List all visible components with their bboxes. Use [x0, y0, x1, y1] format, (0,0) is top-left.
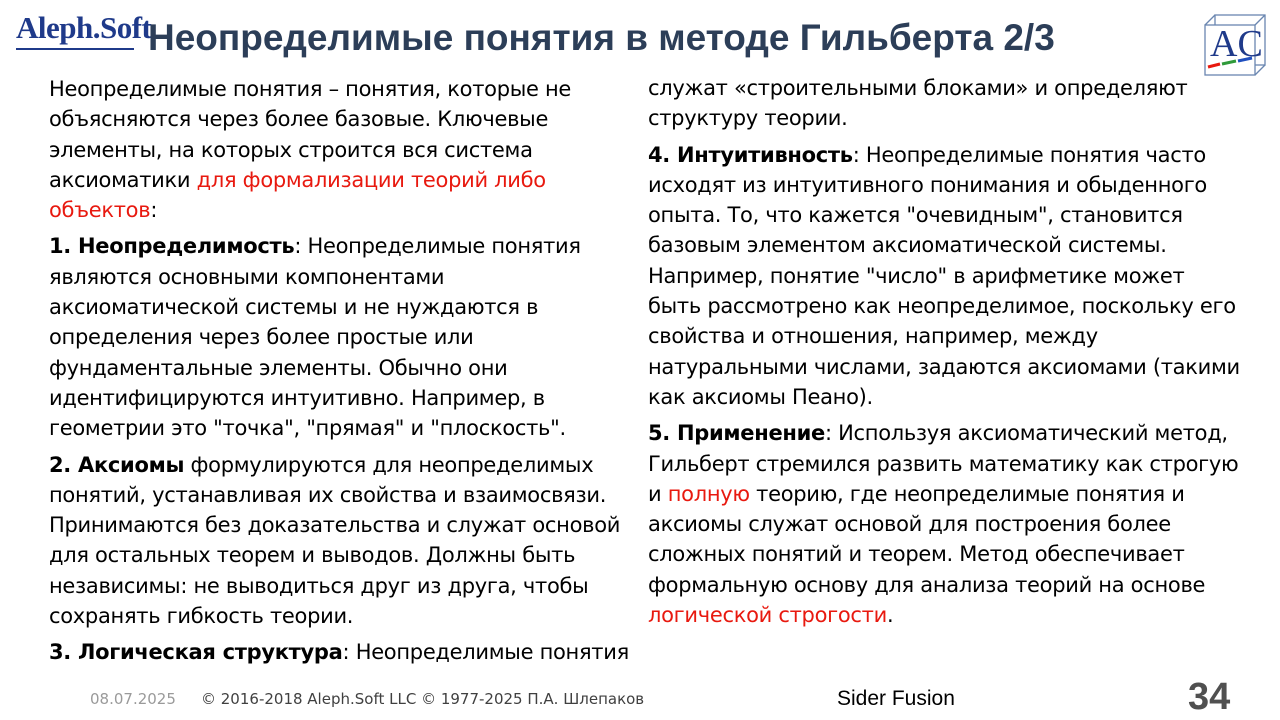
- point-5-highlight-1: полную: [667, 481, 750, 506]
- corner-logo-icon: [1202, 12, 1268, 78]
- point-4: [648, 140, 1240, 413]
- page-number: 34: [1188, 676, 1231, 718]
- right-column: [648, 73, 1240, 636]
- point-5-text-b: теорию, где неопределимые понятия и аксиомы служат основой для построения более сложных понятий и теорем. Метод обеспечивает формальную основу для анализа теорий на основе: [648, 481, 1206, 597]
- footer-copyright: © 2016-2018 Aleph.Soft LLC © 1977-2025 П.А. Шлепаков: [201, 690, 645, 708]
- point-4-heading: 4. Интуитивность: [648, 142, 853, 167]
- point-5-highlight-2: логической строгости: [648, 603, 887, 628]
- footer-brand: Sider Fusion: [837, 687, 955, 710]
- intro-text: Неопределимые понятия – понятия, которые не объясняются через более базовые. Ключевые элементы, на которых строится вся система аксиоматики: [49, 77, 572, 192]
- point-3-text: : Неопределимые понятия: [342, 640, 629, 665]
- point-5-text-a: : Используя аксиоматический метод, Гильберт стремился развить математику как строгую и: [648, 421, 1239, 506]
- point-5: [648, 418, 1240, 630]
- point-1-heading: 1. Неопределимость: [49, 234, 295, 259]
- point-1-text: : Неопределимые понятия являются основными компонентами аксиоматической системы и не нуждаются в определения через более простые или фундаментальные элементы. Обычно они идентифицируются интуитивно. Например, в геометрии это "точка", "прямая" и "плоскость".: [49, 234, 581, 441]
- point-4-text: : Неопределимые понятия часто исходят из интуитивного понимания и обыденного опыта. То, что кажется "очевидным", становится базовым элементом аксиоматической системы. Например, понятие "число" в арифметике может быть рассмотрено как неопределимое, поскольку его свойства и отношения, например, между натуральными числами, задаются аксиомами (такими как аксиомы Пеано).: [648, 142, 1240, 409]
- point-1: [49, 231, 634, 443]
- intro-highlight: для формализации теорий либо объектов: [49, 167, 546, 223]
- company-logo: Aleph.Soft: [16, 10, 152, 45]
- point-2: [49, 450, 634, 632]
- point-5-text-c: .: [886, 603, 894, 628]
- point-3-heading: 3. Логическая структура: [49, 640, 343, 665]
- footer-date: 08.07.2025: [90, 690, 176, 708]
- point-2-heading: 2. Аксиомы: [49, 452, 185, 477]
- corner-logo-letters: AC: [1210, 23, 1263, 65]
- point-3: [49, 637, 634, 667]
- intro-paragraph: [49, 74, 634, 225]
- intro-colon: :: [150, 198, 158, 223]
- point-3-continued: [648, 73, 1240, 134]
- logo-underline: [16, 48, 134, 50]
- point-3-continued-text: служат «строительными блоками» и определяют структуру теории.: [648, 76, 1188, 131]
- slide-title: Неопределимые понятия в методе Гильберта 2/3: [148, 17, 1055, 58]
- point-2-text: формулируются для неопределимых понятий, устанавливая их свойства и взаимосвязи. Принимаются без доказательства и служат основой для остальных теорем и выводов. Должны быть независимы: не выводиться друг из друга, чтобы сохранять гибкость теории.: [49, 452, 621, 629]
- point-5-heading: 5. Применение: [648, 421, 825, 446]
- left-column: [49, 74, 634, 674]
